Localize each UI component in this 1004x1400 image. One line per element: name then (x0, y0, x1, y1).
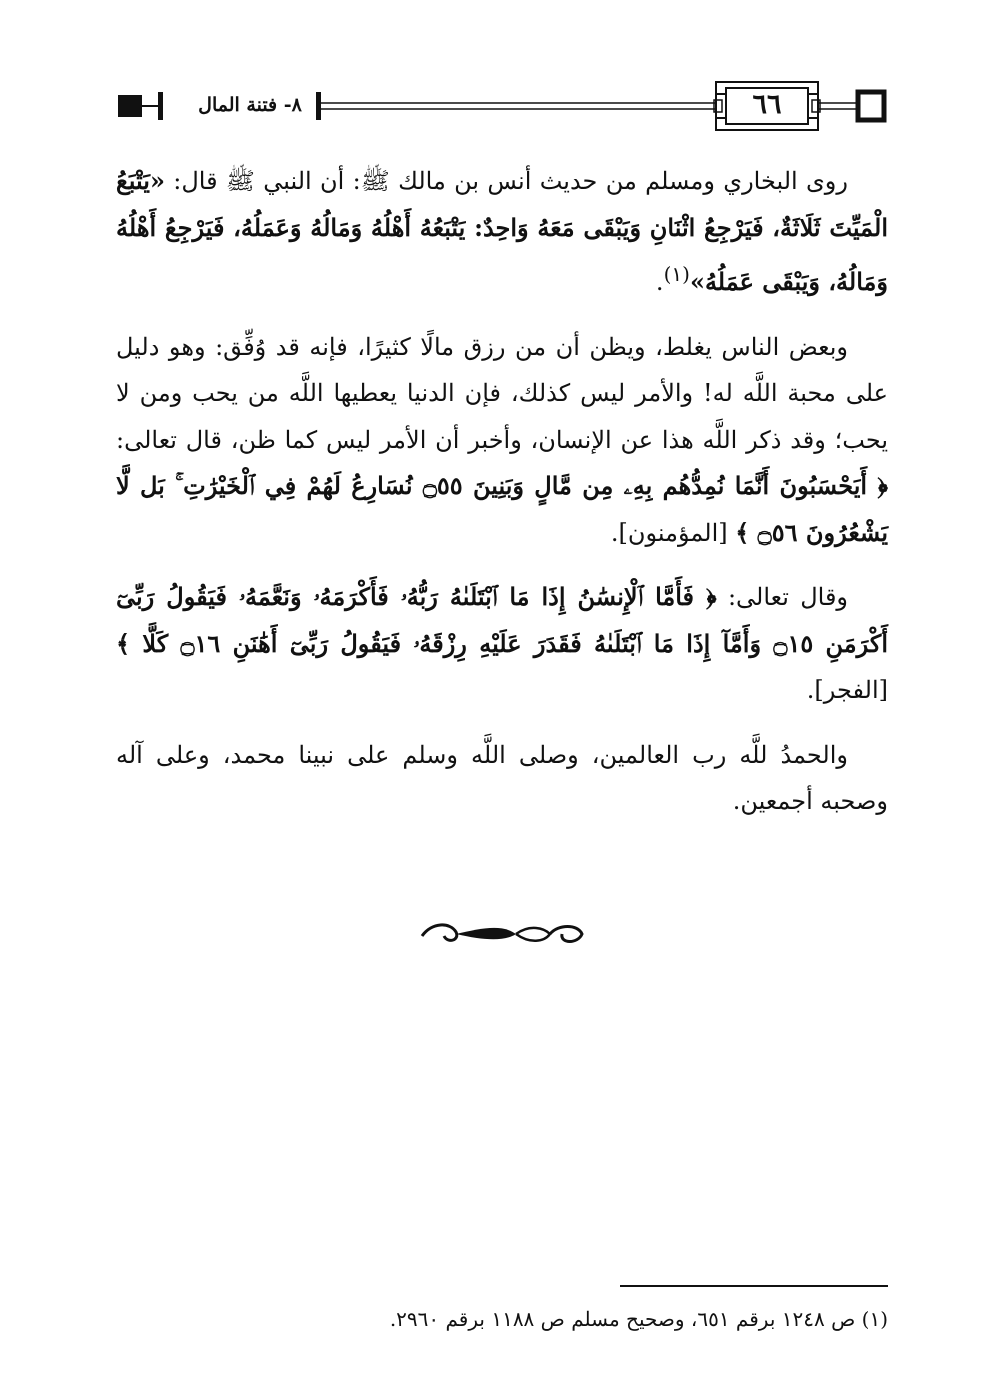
paragraph-end: . (655, 268, 664, 296)
footnote-separator (620, 1285, 888, 1287)
footnote-ref[interactable]: (١) (663, 262, 690, 286)
quran-verse: ﴿ أَيَحْسَبُونَ أَنَّمَا نُمِدُّهُم بِهِۦ مِن مَّالٍ وَبَنِينَ ۝٥٥ نُسَارِعُ لَهُمْ فِي ٱلْخَيْرَٰتِ ۚ بَل لَّا يَشْعُرُونَ ۝٥٦ ﴾ (116, 471, 888, 547)
page-header (116, 78, 888, 134)
paragraph-text: وبعض الناس يغلط، ويظن أن من رزق مالًا كثيرًا، فإنه قد وُفِّق: وهو دليل على محبة اللَّه له! والأمر ليس كذلك، فإن الدنيا يعطيها اللَّه من يحب ومن لا يحب؛ وقد ذكر اللَّه هذا عن الإنسان، وأخبر أن الأمر ليس كما ظن، قال تعالى: (116, 332, 888, 454)
footnote: (١) ص ١٢٤٨ برقم ٦٥١، وصحيح مسلم ص ١١٨٨ برقم ٢٩٦٠. (389, 1307, 888, 1331)
page-number: ٦٦ (752, 89, 782, 120)
paragraph-intro: روى البخاري ومسلم من حديث أنس بن مالك ﷺ: أن النبي ﷺ قال: (164, 167, 848, 195)
paragraph-fajr (116, 574, 888, 714)
chapter-title: ٨- فتنة المال (198, 94, 302, 116)
verse-source: [المؤمنون]. (610, 518, 736, 547)
verse-source: [الفجر]. (806, 676, 888, 704)
hadith-text: «يَتْبَعُ الْمَيِّتَ ثَلَاثَةٌ، فَيَرْجِعُ اثْنَانِ وَيَبْقَى مَعَهُ وَاحِدٌ: يَتْبَعُهُ أَهْلُهُ وَمَالُهُ وَعَمَلُهُ، فَيَرْجِعُ أَهْلُهُ وَمَالُهُ، وَيَبْقَى عَمَلُهُ» (116, 166, 888, 296)
paragraph-closing: والحمدُ للَّه رب العالمين، وصلى اللَّه وسلم على نبينا محمد، وعلى آله وصحبه أجمعين. (116, 740, 888, 815)
paragraph-wealth (116, 324, 888, 557)
ornament-divider (0, 914, 1004, 958)
quran-verse: ﴿ فَأَمَّا ٱلْإِنسَٰنُ إِذَا مَا ٱبْتَلَىٰهُ رَبُّهُۥ فَأَكْرَمَهُۥ وَنَعَّمَهُۥ فَيَقُولُ رَبِّىٓ أَكْرَمَنِ ۝١٥ وَأَمَّآ إِذَا مَا ٱبْتَلَىٰهُ فَقَدَرَ عَلَيْهِ رِزْقَهُۥ فَيَقُولُ رَبِّىٓ أَهَٰنَنِ ۝١٦ كَلَّا ﴾ (116, 582, 888, 658)
page-body (116, 158, 888, 843)
paragraph-text: وقال تعالى: (716, 583, 849, 611)
paragraph-hadith (116, 158, 888, 306)
ornament-icon (412, 914, 592, 954)
